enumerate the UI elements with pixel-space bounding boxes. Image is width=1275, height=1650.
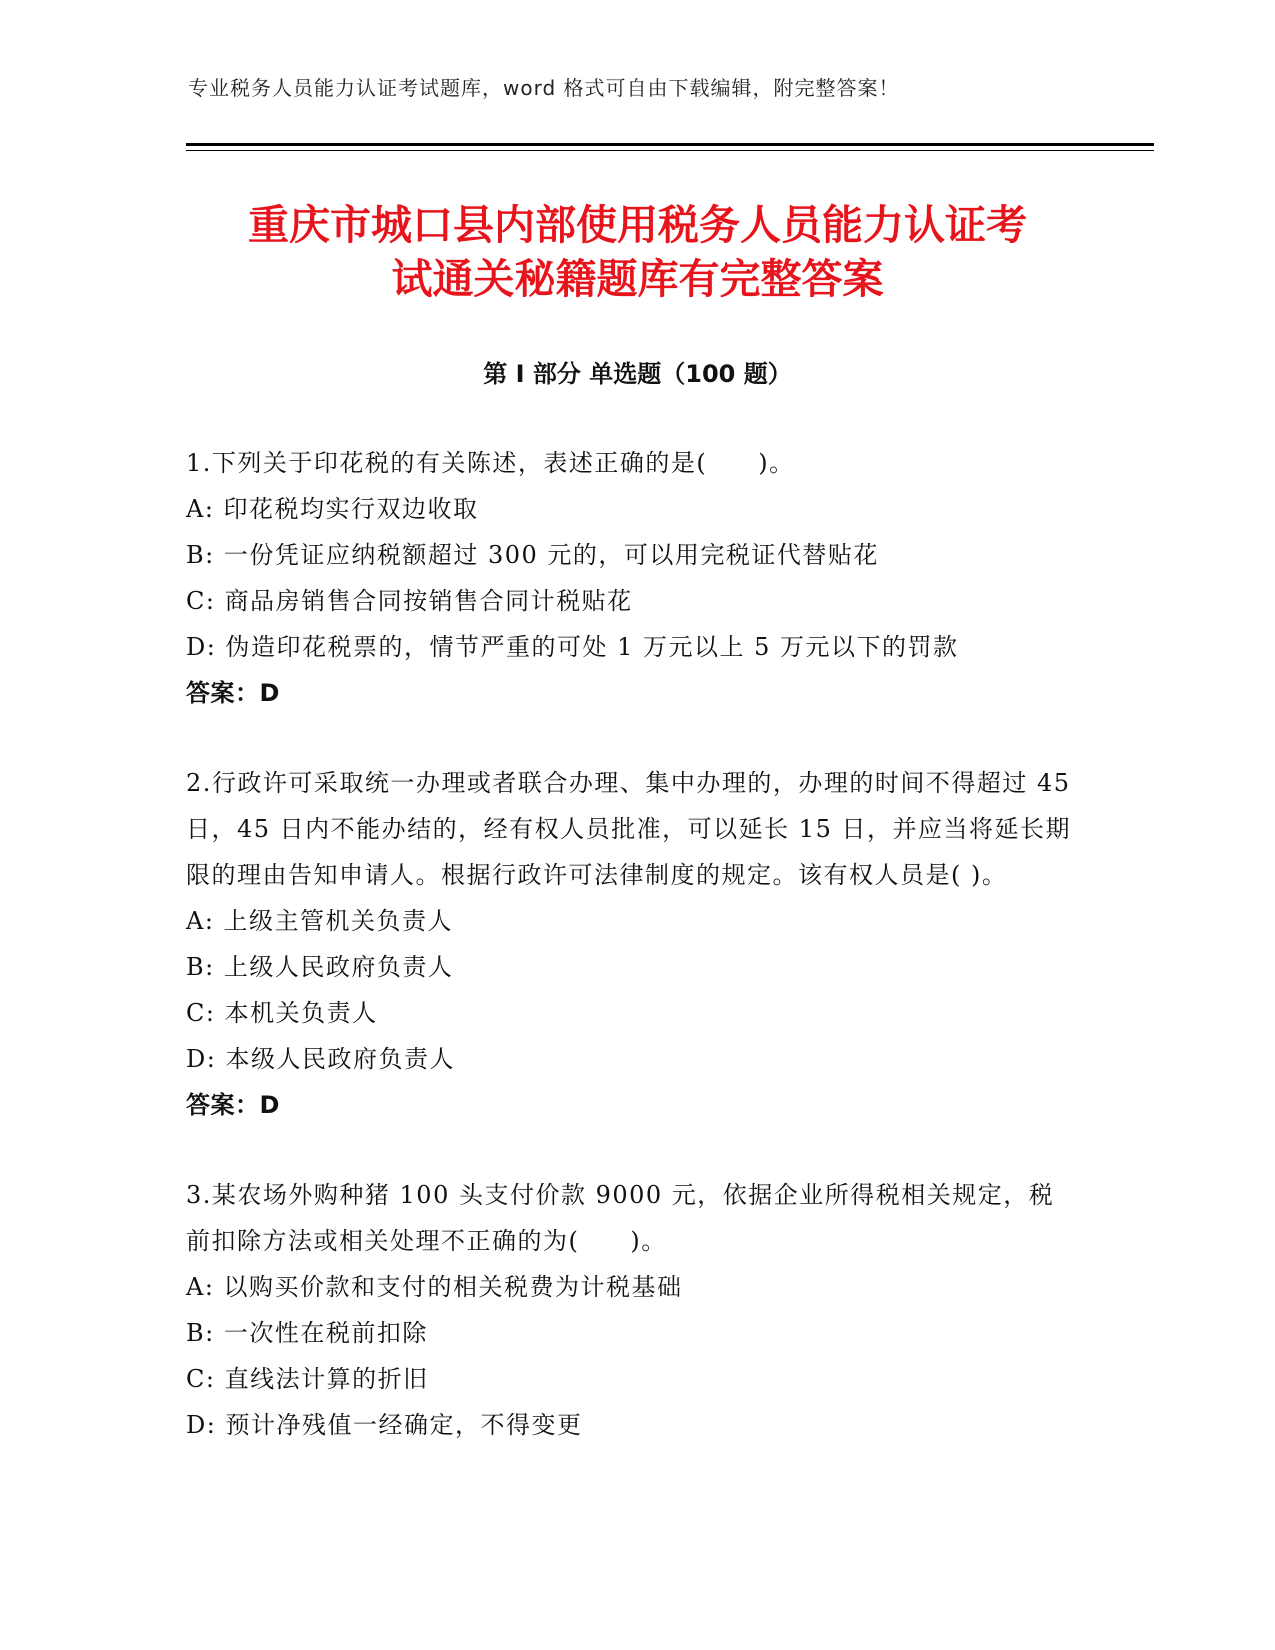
document-title-line2: 试通关秘籍题库有完整答案 <box>391 255 884 303</box>
document-title <box>120 198 1155 306</box>
option-d: D: 本级人民政府负责人 <box>186 1045 455 1073</box>
option-b: B: 一次性在税前扣除 <box>186 1319 428 1347</box>
option-c: C: 本机关负责人 <box>186 999 378 1027</box>
answer: 答案：D <box>186 679 280 707</box>
header-rule-thick <box>186 143 1154 146</box>
option-d: D: 伪造印花税票的，情节严重的可处 1 万元以上 5 万元以下的罚款 <box>186 633 959 661</box>
question-3 <box>186 1172 1076 1448</box>
option-c: C: 直线法计算的折旧 <box>186 1365 429 1393</box>
option-a: A: 上级主管机关负责人 <box>186 907 454 935</box>
question-stem: 1.下列关于印花税的有关陈述，表述正确的是( )。 <box>186 449 795 477</box>
option-c: C: 商品房销售合同按销售合同计税贴花 <box>186 587 633 615</box>
option-a: A: 以购买价款和支付的相关税费为计税基础 <box>186 1273 683 1301</box>
option-b: B: 一份凭证应纳税额超过 300 元的，可以用完税证代替贴花 <box>186 541 879 569</box>
answer: 答案：D <box>186 1091 280 1119</box>
option-d: D: 预计净残值一经确定，不得变更 <box>186 1411 583 1439</box>
option-b: B: 上级人民政府负责人 <box>186 953 454 981</box>
question-stem: 3.某农场外购种猪 100 头支付价款 9000 元，依据企业所得税相关规定，税前扣除方法或相关处理不正确的为( )。 <box>186 1181 1055 1255</box>
question-2 <box>186 760 1076 1128</box>
header-rule-thin <box>186 150 1154 151</box>
document-title-line1: 重庆市城口县内部使用税务人员能力认证考 <box>248 201 1027 249</box>
section-title: 第 I 部分 单选题（100 题） <box>483 360 792 388</box>
question-stem: 2.行政许可采取统一办理或者联合办理、集中办理的，办理的时间不得超过 45 日，45 日内不能办结的，经有权人员批准，可以延长 15 日，并应当将延长期限的理由告知申请人。根据行政许可法律制度的规定。该有权人员是( )。 <box>186 769 1071 889</box>
header-note: 专业税务人员能力认证考试题库，word 格式可自由下载编辑，附完整答案！ <box>188 76 900 100</box>
question-list <box>186 440 1076 1492</box>
option-a: A: 印花税均实行双边收取 <box>186 495 479 523</box>
question-1 <box>186 440 1076 716</box>
